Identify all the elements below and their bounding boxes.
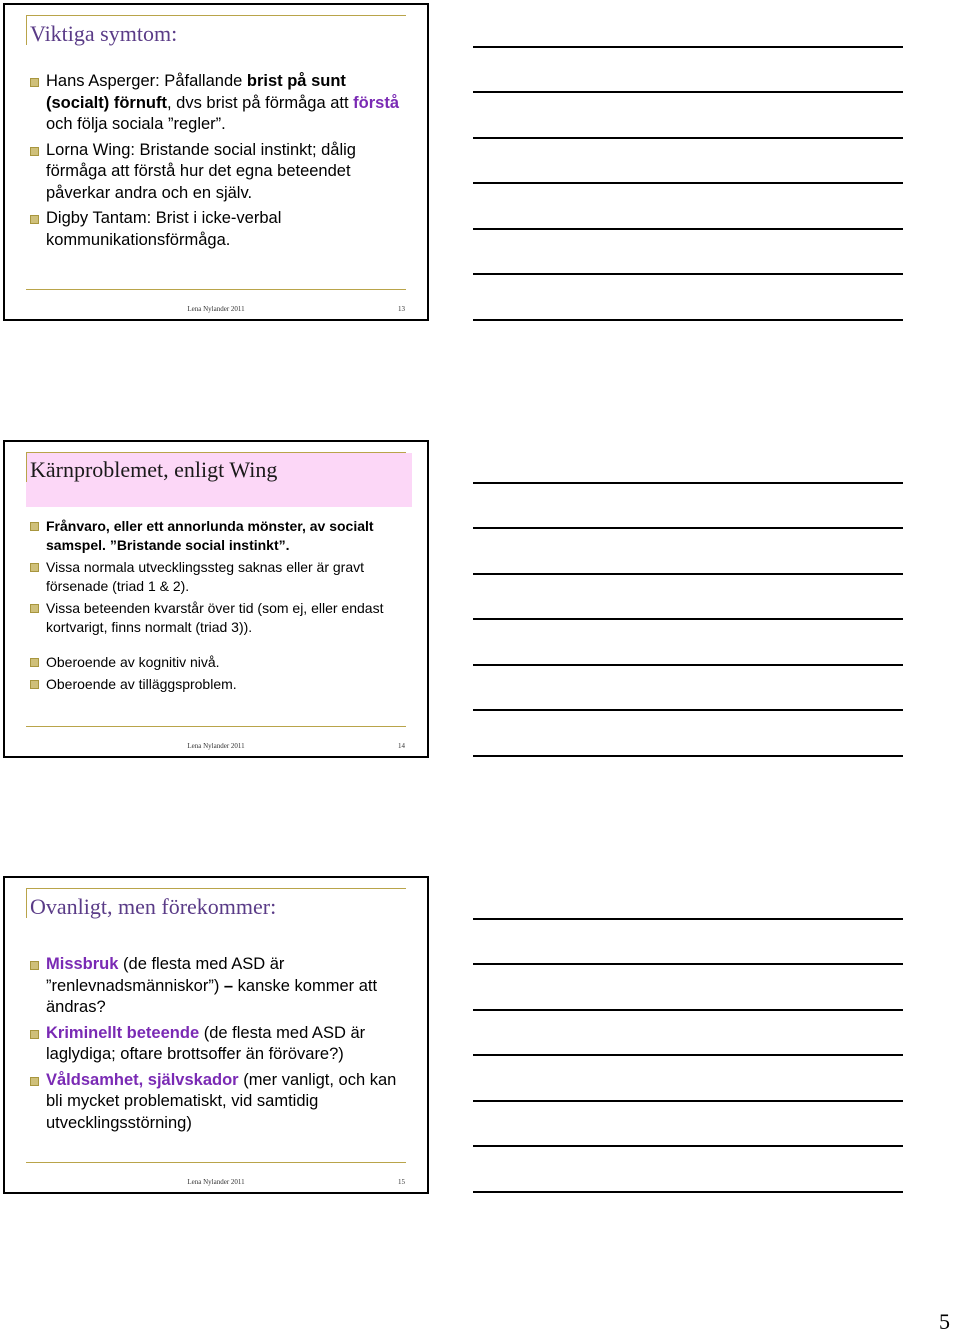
square-bullet-icon (30, 604, 39, 613)
bullet-item (30, 71, 413, 136)
page-number: 5 (939, 1309, 950, 1334)
slide-14 (3, 440, 429, 758)
square-bullet-icon (30, 1077, 39, 1086)
bullet-text: kanske kommer att ändras? (46, 976, 378, 1016)
note-line (473, 709, 903, 711)
bullet-list (30, 517, 413, 694)
bullet-text: och följa sociala ”regler”. (46, 115, 226, 133)
note-line (473, 1100, 903, 1102)
slide-top-rule (26, 888, 406, 889)
bullet-item (30, 517, 413, 555)
note-line (473, 618, 903, 620)
slide-top-rule (26, 452, 406, 453)
slide-side-rule (26, 15, 27, 45)
note-line (473, 319, 903, 321)
bullet-text-bold: – (223, 976, 234, 995)
note-line (473, 137, 903, 139)
slide-title: Viktiga symtom: (30, 21, 178, 46)
slide-number: 13 (398, 305, 405, 313)
note-line (473, 273, 903, 275)
bullet-item (30, 208, 413, 251)
slide-side-rule (26, 888, 27, 918)
slide-15 (3, 876, 429, 1194)
note-line (473, 963, 903, 965)
note-line (473, 482, 903, 484)
bullet-text-highlight: Våldsamhet, självskador (46, 1070, 239, 1089)
bullet-list (30, 954, 413, 1134)
bullet-text: Vissa beteenden kvarstår över tid (som ej, eller endast kortvarigt, finns normalt (triad 3)). (46, 600, 384, 635)
slide-title: Kärnproblemet, enligt Wing (30, 457, 278, 482)
note-line (473, 527, 903, 529)
slide-number: 14 (398, 742, 405, 750)
bullet-text: Oberoende av kognitiv nivå. (46, 654, 220, 670)
bullet-item (30, 558, 413, 596)
slide-footer-rule (26, 726, 406, 727)
bullet-text-bold: brist på sunt (socialt) förnuft (46, 72, 346, 112)
square-bullet-icon (30, 563, 39, 572)
note-line (473, 228, 903, 230)
bullet-item (30, 954, 413, 1019)
square-bullet-icon (30, 1030, 39, 1039)
note-line (473, 91, 903, 93)
slide-footer-author: Lena Nylander 2011 (187, 305, 245, 313)
square-bullet-icon (30, 215, 39, 224)
bullet-text: (de flesta med ASD är laglydiga; oftare brottsoffer än förövare?) (46, 1023, 366, 1063)
square-bullet-icon (30, 522, 39, 531)
bullet-list (30, 71, 413, 251)
square-bullet-icon (30, 658, 39, 667)
bullet-text: Digby Tantam: Brist i icke-verbal kommunikationsförmåga. (46, 209, 282, 249)
slide-footer-author: Lena Nylander 2011 (187, 742, 245, 750)
bullet-text: Hans Asperger: Påfallande (46, 72, 247, 90)
slide-footer-rule (26, 1162, 406, 1163)
bullet-text-highlight: Kriminellt beteende (46, 1023, 200, 1042)
bullet-text: Lorna Wing: Bristande social instinkt; dålig förmåga att förstå hur det egna beteendet påverkar andra och en själv. (46, 140, 356, 202)
bullet-item (30, 1070, 413, 1135)
slide-footer-rule (26, 289, 406, 290)
note-line (473, 664, 903, 666)
note-line (473, 918, 903, 920)
note-line (473, 755, 903, 757)
note-line (473, 1145, 903, 1147)
note-line (473, 1009, 903, 1011)
bullet-item (30, 675, 413, 694)
bullet-item (30, 140, 413, 205)
square-bullet-icon (30, 680, 39, 689)
slide-13 (3, 3, 429, 321)
bullet-text: Vissa normala utvecklingssteg saknas eller är gravt försenade (triad 1 & 2). (46, 559, 365, 594)
bullet-text: (de flesta med ASD är ”renlevnadsmänniskor”) (46, 955, 285, 995)
note-line (473, 573, 903, 575)
bullet-text: Oberoende av tilläggsproblem. (46, 676, 237, 692)
note-line (473, 46, 903, 48)
bullet-item (30, 653, 413, 672)
slide-footer-author: Lena Nylander 2011 (187, 1178, 245, 1186)
bullet-text-highlight: förstå (353, 93, 400, 112)
bullet-item (30, 1023, 413, 1066)
bullet-text: (mer vanligt, och kan bli mycket problematiskt, vid samtidig utvecklingsstörning) (46, 1070, 397, 1132)
bullet-text: Frånvaro, eller ett annorlunda mönster, av socialt samspel. ”Bristande social instinkt”. (46, 518, 374, 553)
bullet-item (30, 599, 413, 637)
slide-title: Ovanligt, men förekommer: (30, 894, 277, 919)
square-bullet-icon (30, 78, 39, 87)
note-line (473, 1054, 903, 1056)
note-line (473, 182, 903, 184)
slide-top-rule (26, 15, 406, 16)
bullet-text: , dvs brist på förmåga att (167, 93, 354, 112)
square-bullet-icon (30, 147, 39, 156)
slide-number: 15 (398, 1178, 405, 1186)
bullet-text-highlight: Missbruk (46, 955, 119, 973)
square-bullet-icon (30, 961, 39, 970)
note-line (473, 1191, 903, 1193)
slide-side-rule (26, 452, 27, 482)
